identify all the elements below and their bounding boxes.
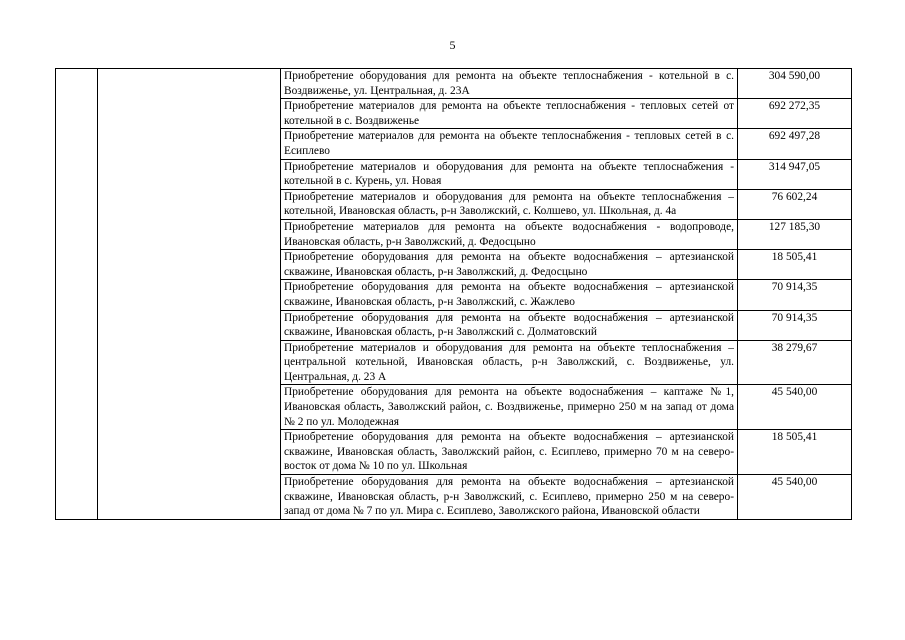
row-amount: 76 602,24 <box>738 189 852 219</box>
table-body <box>56 69 852 520</box>
row-amount: 70 914,35 <box>738 310 852 340</box>
row-description: Приобретение материалов для ремонта на объекте водоснабжения - водопроводе, Ивановская область, р-н Заволжский, д. Федосцыно <box>281 219 738 249</box>
row-description: Приобретение оборудования для ремонта на объекте водоснабжения – каптаже №1, Ивановская область, Заволжский район, с. Воздвиженье, примерно 250 м на запад от дома № 2 по ул. Молодежная <box>281 385 738 430</box>
row-description: Приобретение оборудования для ремонта на объекте теплоснабжения - котельной в с. Воздвиженье, ул. Центральная, д. 23А <box>281 69 738 99</box>
row-amount: 314 947,05 <box>738 159 852 189</box>
empty-name-column <box>98 69 281 520</box>
row-description: Приобретение оборудования для ремонта на объекте водоснабжения – артезианской скважине, Ивановская область, р-н Заволжский с. Долматовский <box>281 310 738 340</box>
row-description: Приобретение материалов для ремонта на объекте теплоснабжения - тепловых сетей в с. Есиплево <box>281 129 738 159</box>
row-amount: 127 185,30 <box>738 219 852 249</box>
expenditure-table <box>55 68 852 520</box>
row-amount: 45 540,00 <box>738 475 852 520</box>
row-amount: 692 272,35 <box>738 99 852 129</box>
row-amount: 304 590,00 <box>738 69 852 99</box>
row-amount: 38 279,67 <box>738 340 852 385</box>
page-number: 5 <box>449 38 456 52</box>
row-amount: 18 505,41 <box>738 430 852 475</box>
row-description: Приобретение оборудования для ремонта на объекте водоснабжения – артезианской скважине, Ивановская область, Заволжский район, с. Есиплево, примерно 70 м на северо-восток от дома № 10 по ул. Школьная <box>281 430 738 475</box>
row-description: Приобретение оборудования для ремонта на объекте водоснабжения – артезианской скважине, Ивановская область, р-н Заволжский, с. Есиплево, примерно 250 м на северо-запад от дома № 7 по ул. Мира с. Есиплево, Заволжского района, Ивановской области <box>281 475 738 520</box>
row-description: Приобретение материалов и оборудования для ремонта на объекте теплоснабжения – котельной, Ивановская область, р-н Заволжский, с. Колшево, ул. Школьная, д. 4а <box>281 189 738 219</box>
table-row <box>56 69 852 99</box>
row-amount: 692 497,28 <box>738 129 852 159</box>
row-description: Приобретение оборудования для ремонта на объекте водоснабжения – артезианской скважине, Ивановская область, р-н Заволжский, с. Жажлево <box>281 280 738 310</box>
row-amount: 45 540,00 <box>738 385 852 430</box>
row-description: Приобретение материалов и оборудования для ремонта на объекте теплоснабжения - котельной в с. Курень, ул. Новая <box>281 159 738 189</box>
row-description: Приобретение оборудования для ремонта на объекте водоснабжения – артезианской скважине, Ивановская область, р-н Заволжский, д. Федосцыно <box>281 250 738 280</box>
row-amount: 18 505,41 <box>738 250 852 280</box>
row-description: Приобретение материалов для ремонта на объекте теплоснабжения - тепловых сетей от котельной в с. Воздвиженье <box>281 99 738 129</box>
empty-number-column <box>56 69 98 520</box>
row-amount: 70 914,35 <box>738 280 852 310</box>
row-description: Приобретение материалов и оборудования для ремонта на объекте теплоснабжения – центральной котельной, Ивановская область, р-н Заволжский, с. Воздвиженье, ул. Центральная, д. 23 А <box>281 340 738 385</box>
